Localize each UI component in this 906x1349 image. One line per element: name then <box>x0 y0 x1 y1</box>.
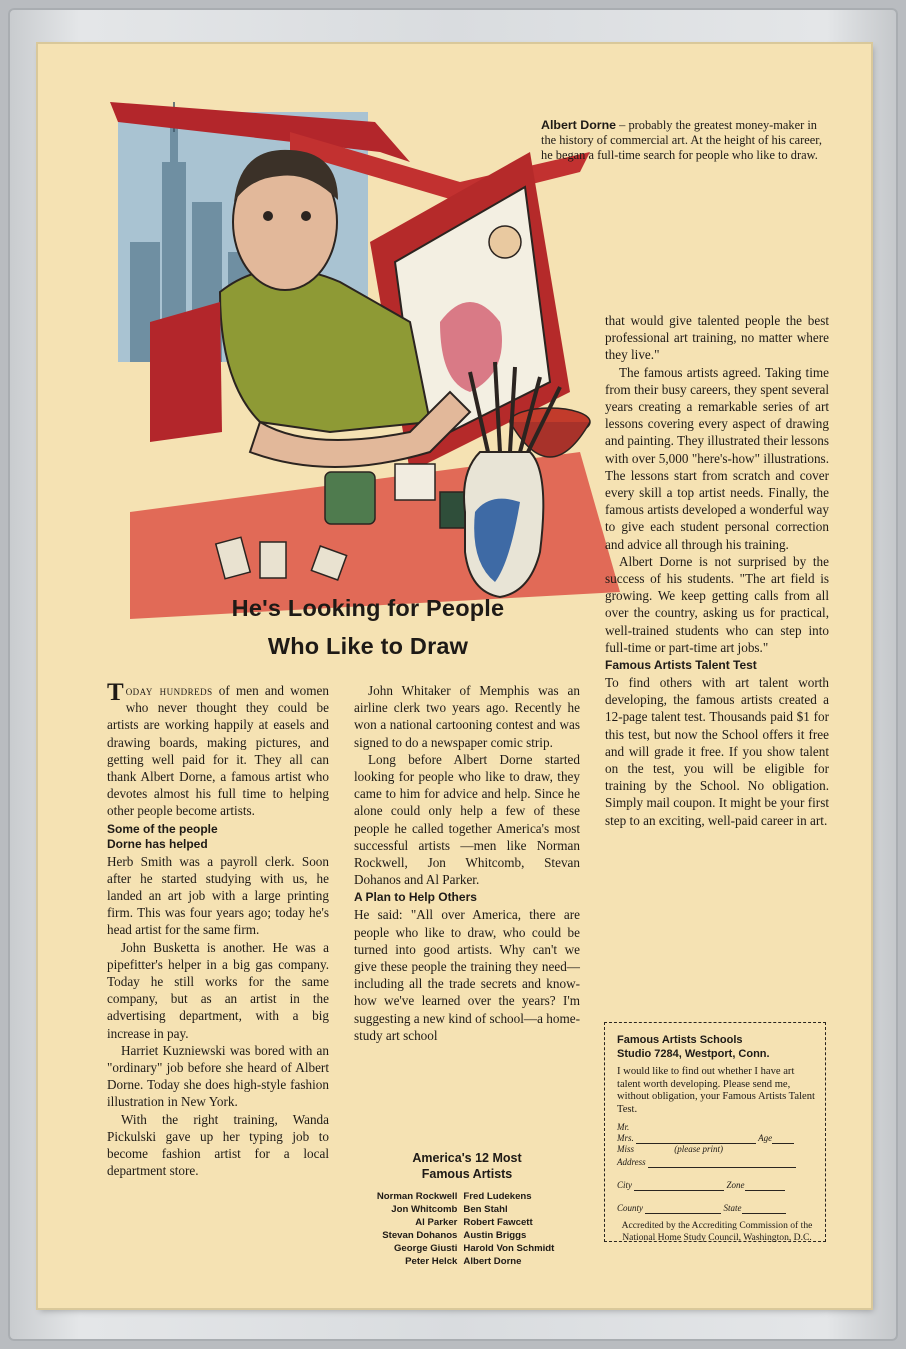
drop-cap: T <box>107 679 124 706</box>
column-3 <box>605 312 829 829</box>
col3-paragraph-2: The famous artists agreed. Taking time from their busy careers, they spent several years creating a remarkable series of art lessons covering every aspect of drawing and painting. They illustrated their lessons with over 5,000 "here's-how" illustrations. The lessons start from scratch and cover every skill a top artist needs. Finally, the famous artists developed a wonderful way to give each student personal correction and advice all through his training. <box>605 364 829 552</box>
col2-paragraph-2: Long before Albert Dorne started looking for people who like to draw, they came to him for advice and help. Since he alone could only help a few of these people he called together America's most successful artists —men like Norman Rockwell, Jon Whitcomb, Stevan Dohanos and Al Parker. <box>354 751 580 888</box>
col1-paragraph-2: Herb Smith was a payroll clerk. Soon after he started studying with us, he landed an art job with a large printing firm. This was four years ago; today he's head artist for the same firm. <box>107 853 329 938</box>
col1-heading <box>107 822 329 852</box>
coupon-address-label: Address <box>617 1157 646 1168</box>
coupon-state-label: State <box>723 1203 742 1214</box>
artist-name: Fred Ludekens <box>463 1191 532 1202</box>
coupon-county-label: County <box>617 1203 643 1214</box>
col3-paragraph-1: that would give talented people the best professional art training, no matter where they live." <box>605 313 829 363</box>
artist-row <box>351 1242 583 1255</box>
artists-title <box>351 1150 583 1182</box>
illustration-caption <box>541 118 831 163</box>
chair <box>150 302 222 442</box>
col2-paragraph-1: John Whitaker of Memphis was an airline clerk two years ago. Recently he won a national cartooning contest and was signed to do a newspaper comic strip. <box>354 683 580 750</box>
col1-heading-line-2: Dorne has helped <box>107 836 208 851</box>
column-1 <box>107 679 329 1179</box>
artist-row <box>351 1229 583 1242</box>
coupon-body: I would like to find out whether I have art talent worth developing. Please send me, without obligation, your Famous Artists Talent Test. <box>617 1066 815 1115</box>
comic-back-cover <box>38 44 871 1308</box>
artist-name: Harold Von Schmidt <box>463 1243 555 1254</box>
artist-row <box>351 1203 583 1216</box>
artists-table <box>351 1190 583 1268</box>
headline-line-2: Who Like to Draw <box>267 633 469 659</box>
caption-name: Albert Dorne <box>541 118 617 132</box>
coupon-mr-label: Mr. <box>617 1122 630 1133</box>
coupon-city-label: City <box>617 1180 632 1191</box>
coupon-miss-label: Miss <box>617 1144 635 1155</box>
artists-title-line-1: America's 12 Most <box>412 1151 522 1165</box>
caption-text: – probably the greatest money-maker in the history of commercial art. At the height of his career, he began a full-time search for people who like to draw. <box>541 118 822 162</box>
famous-artists-list <box>351 1150 583 1268</box>
artist-name: Peter Helck <box>405 1256 458 1267</box>
col2-paragraph-3: He said: "All over America, there are people who like to draw, who could be turned into good artists. Why can't we give these people the training they need—including all the trade secrets and know-how we've learned over the years? I'm suggesting a new kind of school—a home-study art school <box>354 907 580 1043</box>
artist-row <box>351 1216 583 1229</box>
coupon-footer: Accredited by the Accrediting Commission of the National Home Study Council, Washington, D.C. <box>621 1220 813 1243</box>
artist-name: Ben Stahl <box>463 1204 508 1215</box>
artist-name: Al Parker <box>415 1217 458 1228</box>
artist-row <box>351 1255 583 1268</box>
coupon-zone-label: Zone <box>726 1180 745 1191</box>
coupon-header-line-1: Famous Artists Schools <box>617 1034 743 1046</box>
coupon-header <box>617 1033 817 1061</box>
col3-paragraph-3: Albert Dorne is not surprised by the success of his students. "The art field is growing. We keep getting calls from all over the country, asking us for practical, well-trained students who can step into full-time or part-time art jobs." <box>605 553 829 655</box>
artists-title-line-2: Famous Artists <box>421 1167 513 1181</box>
col1-heading-line-1: Some of the people <box>107 821 218 836</box>
col1-paragraph-1 <box>107 679 329 820</box>
col1-paragraph-5: With the right training, Wanda Pickulski gave up her typing job to become fashion artist for a local department store. <box>107 1111 329 1179</box>
coupon-name-fields[interactable] <box>617 1122 817 1214</box>
headline-line-1: He's Looking for People <box>231 595 505 621</box>
col1-smallcaps: oday hundreds <box>125 683 213 698</box>
col3-heading: Famous Artists Talent Test <box>605 658 757 673</box>
col1-p1-text: of men and women who never thought they could be artists are working happily at easels and drawing boards, making pictures, and getting well paid for it. They all can thank Albert Dorne, a famous artist who devotes almost his full time to helping other people become artists. <box>107 683 329 819</box>
coupon-mrs-label: Mrs. <box>617 1133 634 1144</box>
artist-name: Robert Fawcett <box>463 1217 533 1228</box>
artist-row <box>351 1190 583 1203</box>
artist-illustration <box>110 92 626 619</box>
artist-name: Albert Dorne <box>463 1256 522 1267</box>
col3-paragraph-4: To find others with art talent worth developing, the famous artists created a 12-page talent test. Thousands paid $1 for this test, but now the School offers it free and will grade it free. If you show talent on the test, you will be eligible for training by the School. No obligation. Simply mail coupon. It might be your first step to an exciting, well-paid career in art. <box>605 675 829 828</box>
artist-name: George Giusti <box>393 1243 458 1254</box>
col1-paragraph-3: John Busketta is another. He was a pipefitter's helper in a big gas company. Today he still works for the same company, but as an artist in the advertising department, with a big increase in pay. <box>107 939 329 1041</box>
coupon-please-print: (please print) <box>674 1144 724 1155</box>
mail-coupon[interactable] <box>604 1022 826 1242</box>
artist-name: Norman Rockwell <box>376 1191 458 1202</box>
artist-name: Jon Whitcomb <box>391 1204 458 1215</box>
col1-paragraph-4: Harriet Kuzniewski was bored with an "ordinary" job before she heard of Albert Dorne. Today she does high-style fashion illustration in New York. <box>107 1042 329 1110</box>
headline <box>138 589 598 665</box>
coupon-header-line-2: Studio 7284, Westport, Conn. <box>617 1048 770 1060</box>
coupon-age-label: Age <box>758 1133 773 1144</box>
artist-name: Austin Briggs <box>463 1230 527 1241</box>
artist-name: Stevan Dohanos <box>382 1230 458 1241</box>
col2-heading: A Plan to Help Others <box>354 890 477 905</box>
column-2 <box>354 682 580 1044</box>
